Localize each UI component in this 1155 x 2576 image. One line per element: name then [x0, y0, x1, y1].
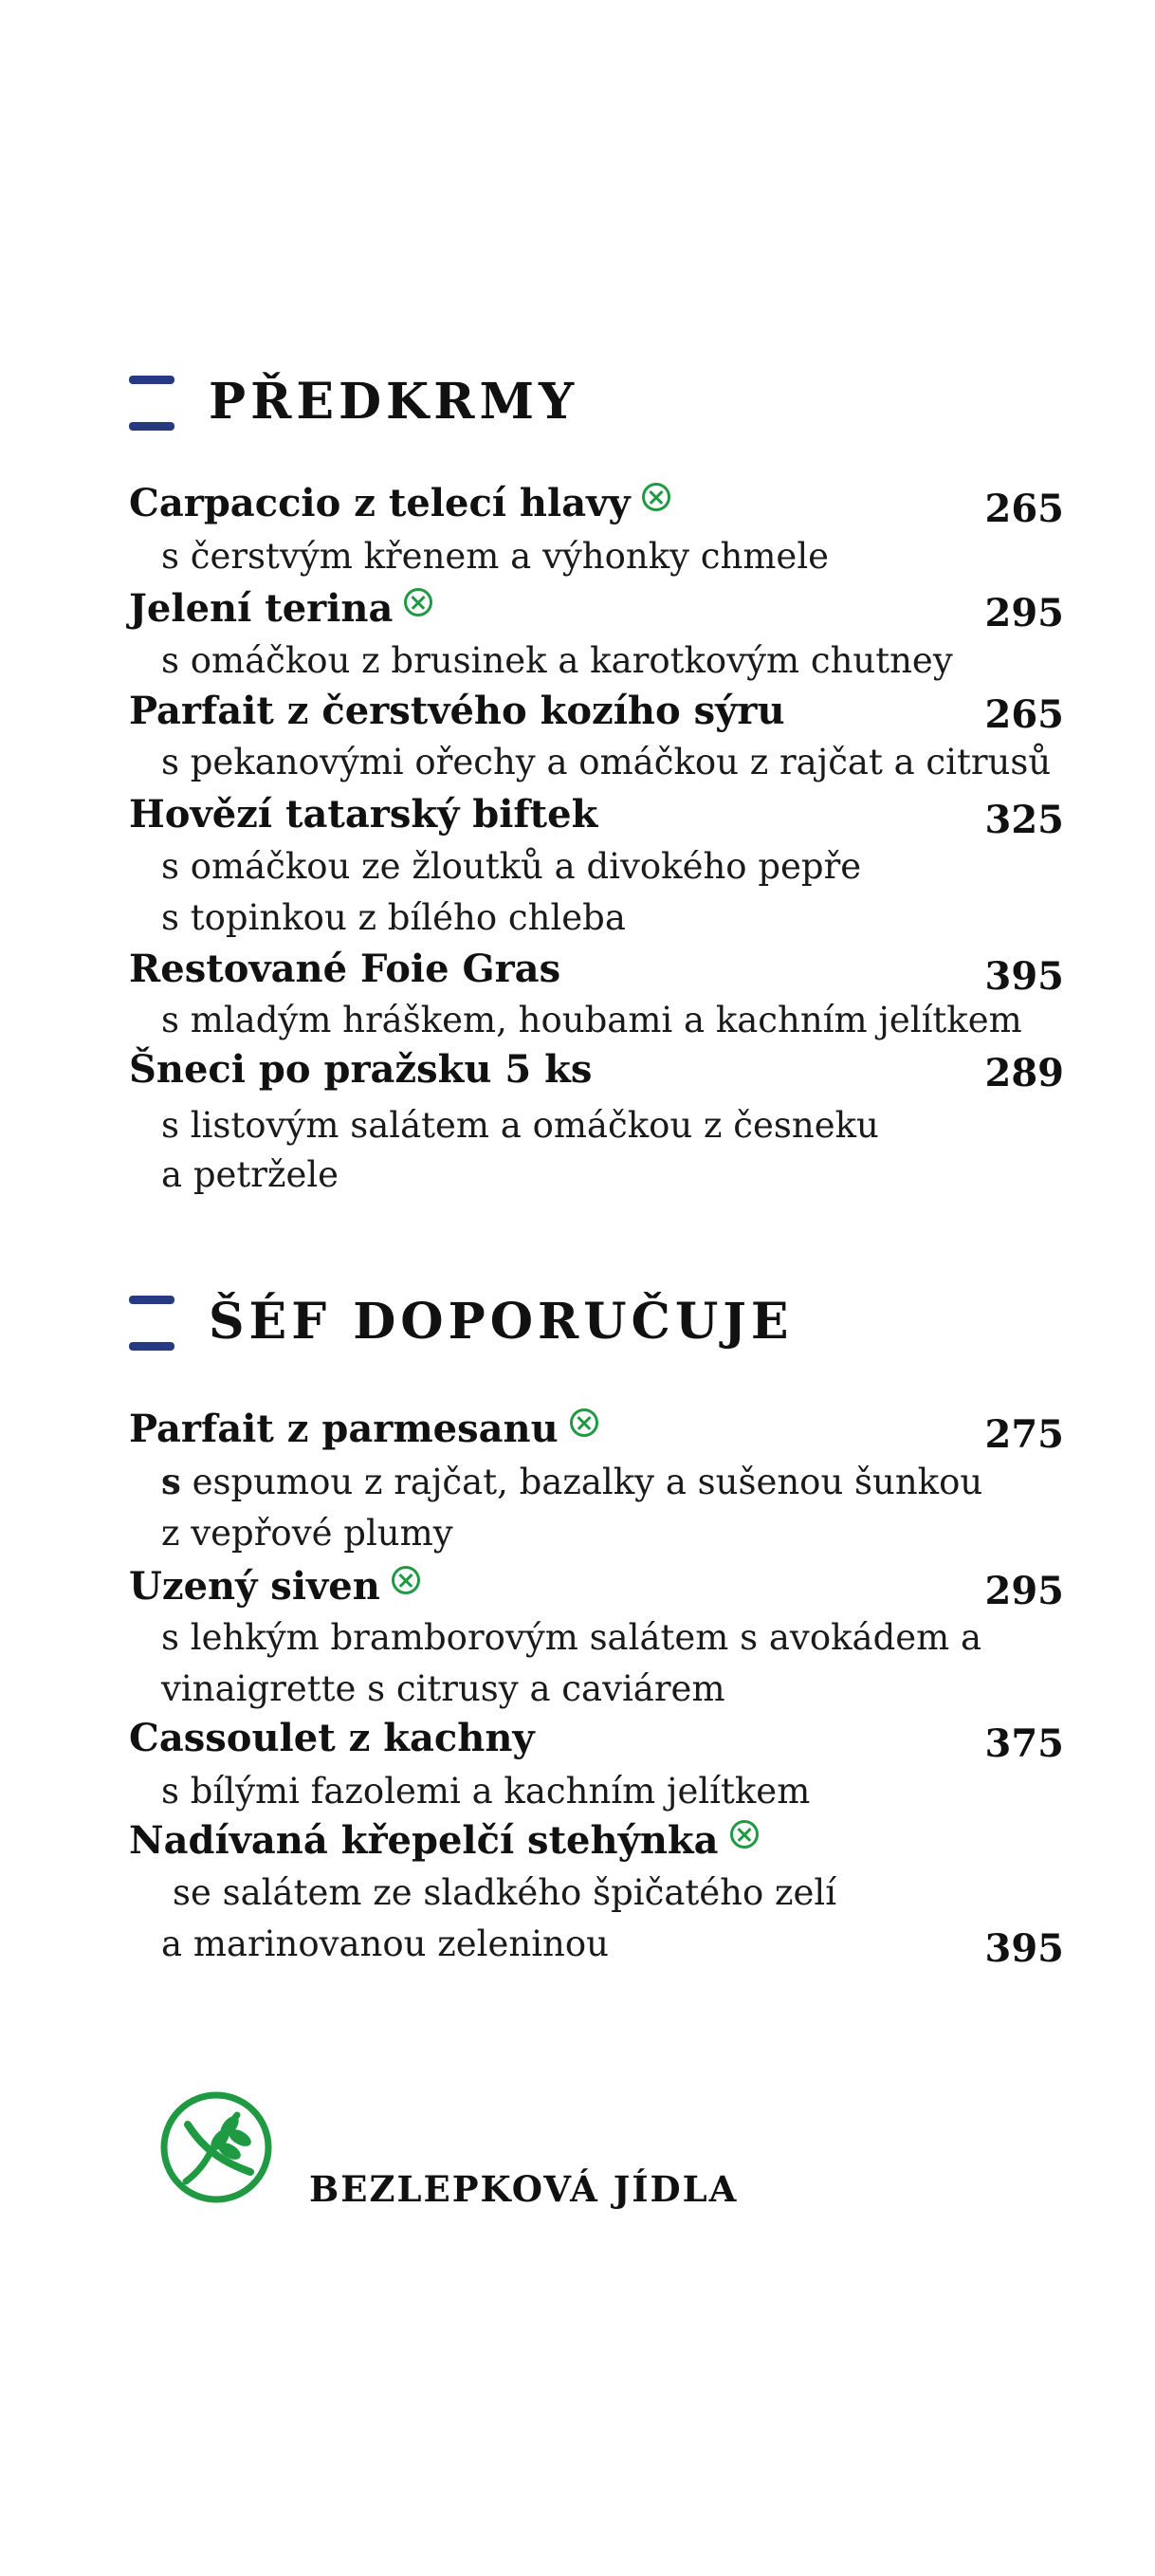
menu-item-description: s bílými fazolemi a kachním jelítkem [161, 1771, 811, 1812]
menu-item-price: 325 [984, 798, 1064, 842]
menu-item-price: 375 [984, 1721, 1064, 1766]
menu-item-price: 395 [984, 1926, 1064, 1971]
menu-item-description: s mladým hráškem, houbami a kachním jelítkem [161, 1000, 1022, 1040]
gluten-free-icon [159, 2090, 273, 2204]
menu-item-price: 275 [984, 1412, 1064, 1457]
menu-item-name: Parfait z čerstvého kozího sýru [129, 689, 785, 733]
gluten-free-icon [642, 483, 670, 511]
menu-item-description: s espumou z rajčat, bazalky a sušenou šunkou [161, 1461, 983, 1502]
menu-item-name: Nadívaná křepelčí stehýnka [129, 1815, 759, 1867]
gluten-free-icon [570, 1408, 598, 1437]
menu-item-description: s listovým salátem a omáčkou z česneku [161, 1105, 879, 1146]
menu-item-description: s čerstvým křenem a výhonky chmele [161, 536, 830, 577]
legend-label: BEZLEPKOVÁ JÍDLA [309, 2168, 739, 2210]
menu-item-price: 295 [984, 1569, 1064, 1613]
section-title: ŠÉF DOPORUČUJE [209, 1293, 794, 1351]
gluten-free-icon [404, 588, 432, 616]
menu-item-description: a marinovanou zeleninou [161, 1923, 609, 1964]
menu-item-price: 265 [984, 487, 1064, 531]
menu-item-description: a petržele [161, 1154, 339, 1195]
menu-item-price: 395 [984, 954, 1064, 999]
section-marker-icon [129, 1296, 174, 1351]
description-lead: s [161, 1461, 181, 1502]
gluten-free-icon [392, 1566, 420, 1594]
menu-item-description: se salátem ze sladkého špičatého zelí [173, 1872, 837, 1913]
menu-item-description: s lehkým bramborovým salátem s avokádem a [161, 1617, 982, 1658]
menu-item-name: Jelení terina [129, 583, 432, 635]
menu-item-price: 265 [984, 692, 1064, 737]
section-title: PŘEDKRMY [209, 373, 579, 431]
menu-item-description: s pekanovými ořechy a omáčkou z rajčat a citrusů [161, 742, 1052, 782]
menu-item-name: Carpaccio z telecí hlavy [129, 478, 670, 529]
menu-item-description: s topinkou z bílého chleba [161, 897, 626, 938]
section-marker-icon [129, 376, 174, 431]
menu-item-description: vinaigrette s citrusy a caviárem [161, 1668, 725, 1709]
gluten-free-icon [730, 1820, 759, 1849]
menu-item-name: Uzený siven [129, 1561, 420, 1612]
menu-item-name: Cassoulet z kachny [129, 1716, 535, 1760]
menu-item-name: Restované Foie Gras [129, 947, 561, 991]
menu-item-description: s omáčkou z brusinek a karotkovým chutney [161, 640, 953, 681]
menu-item-price: 295 [984, 591, 1064, 635]
menu-item-name: Parfait z parmesanu [129, 1404, 598, 1455]
menu-item-description: z vepřové plumy [161, 1513, 453, 1554]
menu-item-price: 289 [984, 1051, 1064, 1095]
menu-item-description: s omáčkou ze žloutků a divokého pepře [161, 846, 862, 887]
menu-item-name: Hovězí tatarský biftek [129, 792, 598, 837]
menu-item-name: Šneci po pražsku 5 ks [129, 1047, 593, 1092]
